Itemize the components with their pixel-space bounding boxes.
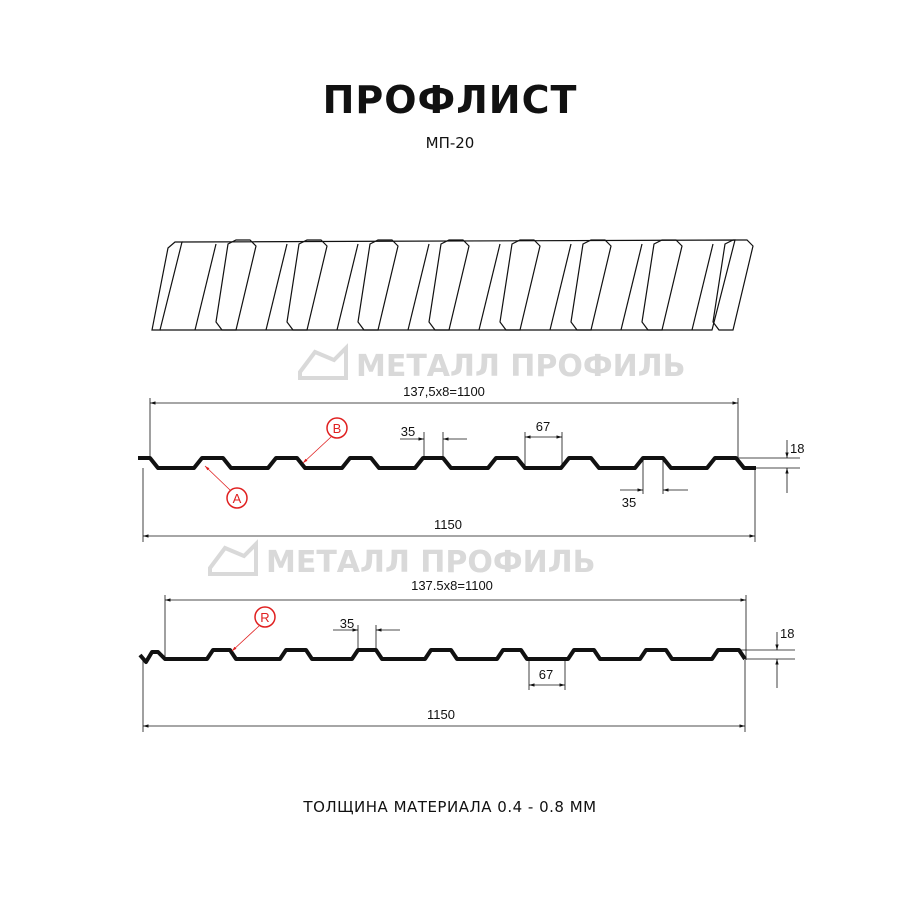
sheet-rib [358, 240, 398, 330]
sheet-rib-line [479, 244, 500, 330]
material-thickness-note: ТОЛЩИНА МАТЕРИАЛА 0.4 - 0.8 ММ [303, 798, 597, 816]
valley-label: 67 [538, 667, 554, 682]
sheet-3d-illustration [152, 240, 753, 330]
sheet-rib-line [266, 244, 287, 330]
sheet-rib [713, 240, 753, 330]
profile-b [140, 578, 795, 732]
sheet-rib [216, 240, 256, 330]
height-label: 18 [790, 441, 805, 456]
sheet-rib [287, 240, 327, 330]
svg-text:B: B [332, 421, 342, 436]
full-width-label: 1150 [427, 707, 455, 722]
marker-r [232, 607, 275, 651]
valley-label: 67 [535, 419, 551, 434]
sheet-rib [429, 240, 469, 330]
page-title: ПРОФЛИСТ [322, 78, 578, 122]
marker-b [303, 418, 347, 463]
watermark-text: МЕТАЛЛ ПРОФИЛЬ [266, 545, 596, 580]
page-subtitle: МП-20 [425, 134, 475, 152]
sheet-rib [571, 240, 611, 330]
full-width-label: 1150 [434, 517, 462, 532]
sheet-rib-line [621, 244, 642, 330]
rib-top-lower-label: 35 [621, 495, 637, 510]
sheet-rib-line [337, 244, 358, 330]
svg-text:A: A [232, 491, 242, 506]
overall-width-label: 137,5x8=1100 [403, 384, 485, 399]
sheet-rib-line [195, 244, 216, 330]
marker-a [205, 466, 247, 508]
height-label: 18 [780, 626, 795, 641]
sheet-edge [152, 242, 182, 330]
sheet-rib [500, 240, 540, 330]
sheet-rib-line [692, 244, 713, 330]
overall-width-label: 137.5x8=1100 [411, 578, 493, 593]
svg-text:R: R [260, 610, 270, 625]
sheet-rib-line [408, 244, 429, 330]
rib-top-label: 35 [400, 424, 416, 439]
sheet-rib-line [550, 244, 571, 330]
profile-a [138, 384, 804, 542]
watermark-logo [210, 544, 596, 580]
watermark-logo [300, 348, 686, 384]
rib-top-label: 35 [339, 616, 355, 631]
sheet-rib [642, 240, 682, 330]
watermark-text: МЕТАЛЛ ПРОФИЛЬ [356, 349, 686, 384]
profile-b-outline [140, 650, 745, 662]
